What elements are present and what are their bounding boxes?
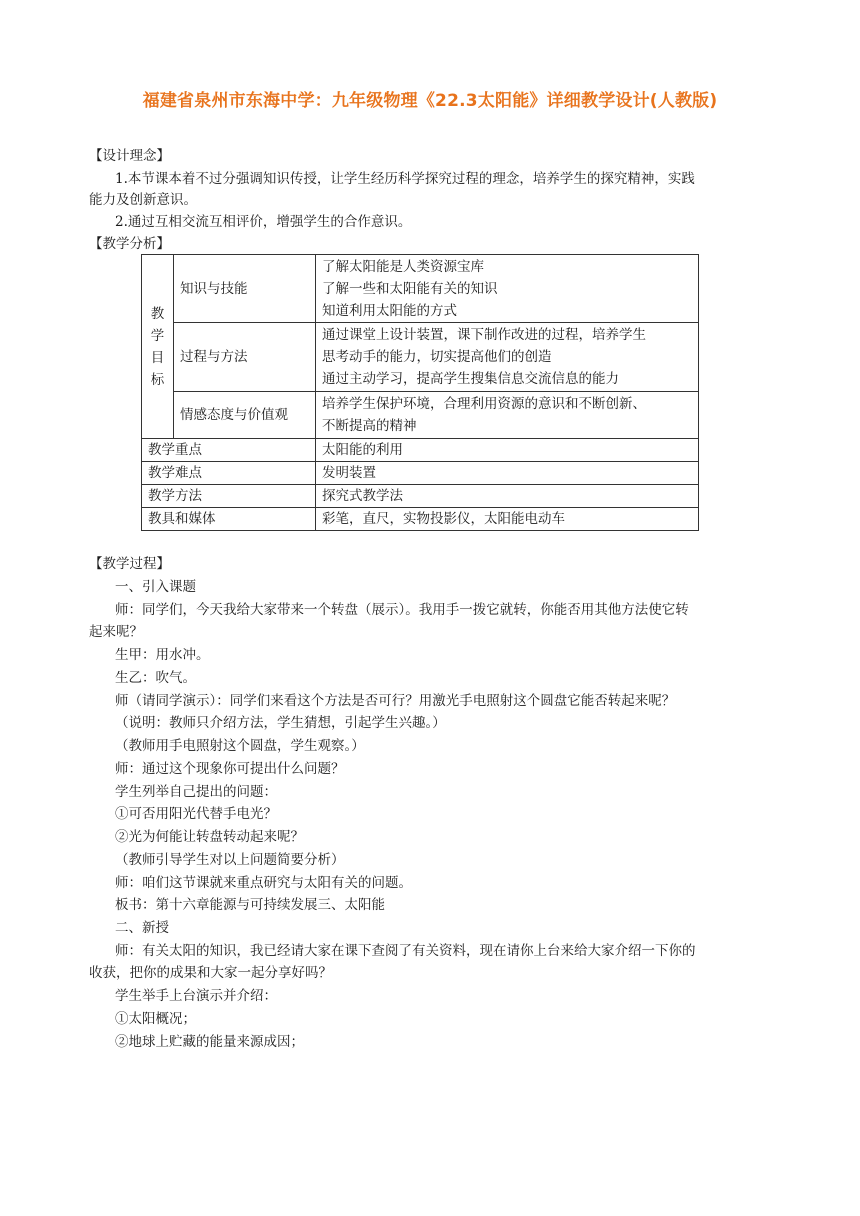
paragraph: （教师用手电照射这个圆盘，学生观察。） xyxy=(115,738,365,754)
table-value-line: 知道利用太阳能的方式 xyxy=(322,302,457,319)
table-row xyxy=(142,323,699,392)
paragraph: ②地球上贮藏的能量来源成因； xyxy=(115,1034,304,1050)
goal-cell xyxy=(142,255,174,439)
paragraph: 2.通过互相交流互相评价，增强学生的合作意识。 xyxy=(115,214,412,230)
paragraph: ①太阳概况； xyxy=(115,1011,196,1027)
section-heading-design: 【设计理念】 xyxy=(89,148,170,164)
subsection-heading: 二、新授 xyxy=(115,920,169,936)
table-row xyxy=(142,508,699,531)
paragraph: 生甲：用水冲。 xyxy=(115,647,210,663)
table-value-line: 通过课堂上设计装置，课下制作改进的过程，培养学生 xyxy=(322,327,646,343)
table-label: 过程与方法 xyxy=(174,323,316,392)
table-value-line: 不断提高的精神 xyxy=(322,418,417,434)
paragraph: 1.本节课本着不过分强调知识传授，让学生经历科学探究过程的理念，培养学生的探究精神，实践 xyxy=(115,171,695,187)
paragraph: （教师引导学生对以上问题简要分析） xyxy=(115,852,345,868)
paragraph: （说明：教师只介绍方法，学生猜想，引起学生兴趣。） xyxy=(115,715,446,731)
table-value: 彩笔，直尺，实物投影仪，太阳能电动车 xyxy=(316,508,699,531)
goal-char: 学 xyxy=(150,327,165,344)
table-value xyxy=(316,323,699,392)
table-label: 教学方法 xyxy=(142,485,316,508)
table-label: 教学难点 xyxy=(142,462,316,485)
paragraph: 师：咱们这节课就来重点研究与太阳有关的问题。 xyxy=(115,875,412,891)
table-value: 探究式教学法 xyxy=(316,485,699,508)
analysis-table xyxy=(141,254,699,531)
subsection-heading: 一、引入课题 xyxy=(115,579,196,595)
table-label: 教学重点 xyxy=(142,439,316,462)
goal-char: 教 xyxy=(150,305,165,322)
paragraph: 师：同学们，今天我给大家带来一个转盘（展示）。我用手一拨它就转，你能否用其他方法使它转 xyxy=(115,602,689,618)
paragraph: 起来呢？ xyxy=(89,624,143,640)
table-value-line: 了解太阳能是人类资源宝库 xyxy=(322,258,484,275)
paragraph: 板书：第十六章能源与可持续发展三、太阳能 xyxy=(115,897,385,913)
paragraph: ①可否用阳光代替手电光？ xyxy=(115,806,277,822)
table-value-line: 思考动手的能力，切实提高他们的创造 xyxy=(322,349,552,365)
paragraph: 生乙：吹气。 xyxy=(115,670,196,686)
table-label: 情感态度与价值观 xyxy=(174,392,316,439)
table-row xyxy=(142,439,699,462)
table-value: 发明装置 xyxy=(316,462,699,485)
table-value-line: 培养学生保护环境，合理利用资源的意识和不断创新、 xyxy=(322,396,646,412)
paragraph: ②光为何能让转盘转动起来呢？ xyxy=(115,829,304,845)
goal-char: 目 xyxy=(150,349,165,366)
table-value-line: 通过主动学习，提高学生搜集信息交流信息的能力 xyxy=(322,371,619,387)
section-heading-process: 【教学过程】 xyxy=(89,556,170,572)
table-value-line: 了解一些和太阳能有关的知识 xyxy=(322,280,498,297)
goal-char: 标 xyxy=(150,371,165,388)
table-value xyxy=(316,392,699,439)
table-label: 知识与技能 xyxy=(174,255,316,323)
table-row xyxy=(142,485,699,508)
document-title: 福建省泉州市东海中学：九年级物理《22.3太阳能》详细教学设计(人教版) xyxy=(142,91,718,111)
table-row xyxy=(142,462,699,485)
paragraph: 学生列举自己提出的问题： xyxy=(115,784,277,800)
paragraph: 能力及创新意识。 xyxy=(89,192,197,208)
paragraph: 收获，把你的成果和大家一起分享好吗？ xyxy=(89,965,332,981)
paragraph: 学生举手上台演示并介绍： xyxy=(115,988,277,1004)
paragraph: 师：有关太阳的知识，我已经请大家在课下查阅了有关资料，现在请你上台来给大家介绍一下你的 xyxy=(115,943,696,959)
table-value: 太阳能的利用 xyxy=(316,439,699,462)
table-row xyxy=(142,392,699,439)
paragraph: 师（请同学演示）：同学们来看这个方法是否可行？用激光手电照射这个圆盘它能否转起来呢？ xyxy=(115,693,676,709)
paragraph: 师：通过这个现象你可提出什么问题？ xyxy=(115,761,345,777)
table-row xyxy=(142,255,699,323)
table-label: 教具和媒体 xyxy=(142,508,316,531)
table-value xyxy=(316,255,699,323)
section-heading-analysis: 【教学分析】 xyxy=(89,236,170,252)
